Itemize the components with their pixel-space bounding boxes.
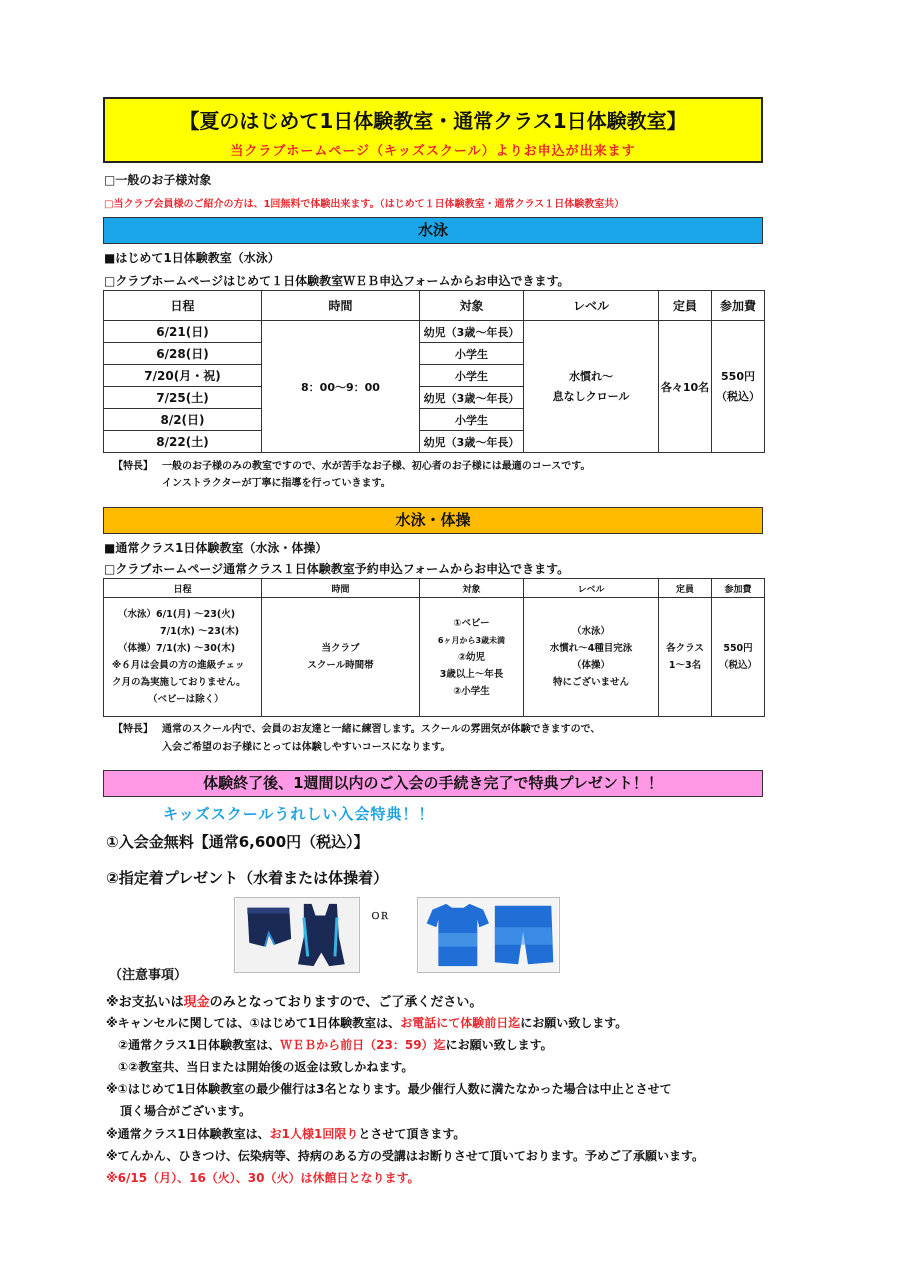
regular-feature-line: 通常のスクール内で、会員のお友達と一緒に練習します。スクールの雰囲気が体験できますので、 (162, 724, 601, 735)
note-closed-days: ※6/15（月）、16（火）、30（火）は休館日となります。 (106, 1171, 420, 1185)
note-text: にお願い致します。 (520, 1016, 628, 1030)
level-line: 特にございません (552, 677, 629, 688)
regular-feature-label: 【特長】 (113, 724, 153, 735)
fee-line: （税込） (716, 389, 760, 403)
fee-line: 550円 (721, 369, 755, 383)
schedule-line: （体操）7/1(水) ～30(木) (118, 643, 236, 654)
header-capacity: 定員 (659, 291, 712, 321)
capacity-line: 1～3名 (668, 660, 702, 671)
row-target: 幼児（3歳～年長） (420, 321, 524, 343)
row-target: 小学生 (420, 343, 524, 365)
regular-heading: ■通常クラス1日体験教室（水泳・体操） (104, 541, 328, 555)
row-target: 小学生 (420, 365, 524, 387)
level-line: 水慣れ～4種目完泳 (549, 643, 633, 654)
row-date: 6/28(日) (104, 343, 262, 365)
level-line: （水泳） (571, 626, 610, 637)
note-text: ②通常クラス1日体験教室は、 (118, 1038, 281, 1052)
header-capacity: 定員 (659, 579, 712, 598)
note-once (106, 1125, 465, 1142)
row-target: 幼児（3歳～年長） (420, 387, 524, 409)
referral-note: □当クラブ会員様のご紹介の方は、1回無料で体験出来ます。（はじめて１日体験教室・通常クラス１日体験教室共） (104, 199, 625, 210)
present-item-1: ①入会金無料【通常6,600円（税込）】 (106, 833, 369, 851)
swim-band: 水泳 (103, 217, 763, 244)
header-time: 時間 (262, 579, 420, 598)
time-cell (262, 598, 420, 717)
header-time: 時間 (262, 291, 420, 321)
note-minimum: ※①はじめて1日体験教室の最少催行は3名となります。最少催行人数に満たなかった場合は中止とさせて (106, 1082, 672, 1096)
note-cancel-2 (118, 1036, 553, 1053)
table-row (104, 321, 765, 343)
present-band: 体験終了後、1週間以内のご入会の手続き完了で特典プレゼント！！ (103, 770, 763, 797)
table-header-row (104, 291, 765, 321)
note-highlight: 現金 (183, 995, 210, 1010)
kids-present-title: キッズスクールうれしい入会特典！！ (163, 805, 435, 823)
note-health: ※てんかん、ひきつけ、伝染病等、持病のある方の受講はお断りさせて頂いております。予めご了承願います。 (106, 1149, 704, 1163)
swim-heading: ■はじめて1日体験教室（水泳） (104, 251, 280, 265)
swim-feature-line: 一般のお子様のみの教室ですので、水が苦手なお子様、初心者のお子様には最適のコースです。 (162, 461, 591, 472)
target-line: 3歳以上～年長 (439, 668, 504, 680)
time-cell: 8：00～9：00 (262, 321, 420, 453)
note-text: のみとなっておりますので、ご了承ください。 (209, 995, 483, 1010)
note-text: とさせて頂きます。 (358, 1127, 466, 1141)
level-line: 水慣れ～ (569, 369, 613, 383)
row-date: 6/21(日) (104, 321, 262, 343)
target-line: ②小学生 (453, 685, 490, 697)
title-box (103, 97, 763, 163)
schedule-cell (104, 598, 262, 717)
table-row (104, 598, 765, 717)
regular-feature-line: 入会ご希望のお子様にとっては体験しやすいコースになります。 (162, 742, 451, 753)
row-target: 小学生 (420, 409, 524, 431)
table-header-row (104, 579, 765, 598)
fee-cell (712, 321, 765, 453)
target-line: ②幼児 (457, 651, 486, 663)
note-highlight: ＷＥＢから前日（23：59）迄 (280, 1038, 446, 1052)
time-line: スクール時間帯 (307, 660, 374, 671)
schedule-line: （ベビーは除く） (148, 694, 224, 705)
swim-feature-label: 【特長】 (113, 461, 153, 472)
level-line: （体操） (571, 660, 610, 671)
page-subtitle: 当クラブホームページ（キッズスクール）よりお申込が出来ます (230, 144, 636, 159)
target-line: 6ヶ月から3歳未満 (437, 635, 506, 645)
target-note: □一般のお子様対象 (104, 173, 212, 187)
swim-apply-note: □クラブホームページはじめて１日体験教室ＷＥＢ申込フォームからお申込できます。 (104, 274, 570, 288)
header-fee: 参加費 (712, 579, 765, 598)
note-text: ※通常クラス1日体験教室は、 (106, 1127, 270, 1141)
row-date: 7/25(土) (104, 387, 262, 409)
header-date: 日程 (104, 579, 262, 598)
header-target: 対象 (420, 291, 524, 321)
header-date: 日程 (104, 291, 262, 321)
schedule-line: ※６月は会員の方の進級チェッ (112, 660, 245, 671)
regular-schedule-table (103, 578, 765, 717)
gymwear-photo (417, 897, 560, 973)
row-date: 7/20(月・祝) (104, 365, 262, 387)
note-minimum-cont: 頂く場合がございます。 (120, 1104, 252, 1118)
level-line: 息なしクロール (552, 389, 630, 403)
note-text: にお願い致します。 (445, 1038, 553, 1052)
notes-heading: （注意事項） (109, 968, 188, 983)
regular-band: 水泳・体操 (103, 507, 763, 534)
fee-line: 550円 (723, 643, 753, 654)
target-cell (420, 598, 524, 717)
header-target: 対象 (420, 579, 524, 598)
note-refund: ①②教室共、当日または開始後の返金は致しかねます。 (118, 1060, 414, 1074)
header-level: レベル (524, 291, 659, 321)
level-cell (524, 598, 659, 717)
capacity-cell (659, 598, 712, 717)
time-line: 当クラブ (321, 643, 360, 654)
swimsuit-photo (234, 897, 360, 973)
capacity-line: 各クラス (666, 643, 704, 654)
schedule-line: ク月の為実施しておりません。 (112, 677, 246, 688)
note-highlight: お電話にて体験前日迄 (400, 1016, 521, 1030)
header-level: レベル (524, 579, 659, 598)
header-fee: 参加費 (712, 291, 765, 321)
schedule-line: （水泳）6/1(月) ～23(火) (118, 609, 236, 620)
regular-apply-note: □クラブホームページ通常クラス１日体験教室予約申込フォームからお申込できます。 (104, 562, 570, 576)
target-line: ①ベビー (453, 617, 490, 629)
level-cell (524, 321, 659, 453)
row-date: 8/22(土) (104, 431, 262, 453)
swim-schedule-table (103, 290, 765, 453)
row-date: 8/2(日) (104, 409, 262, 431)
note-payment (106, 991, 482, 1010)
note-text: ※お支払いは (106, 995, 184, 1010)
fee-cell (712, 598, 765, 717)
swim-feature-line: インストラクターが丁寧に指導を行っていきます。 (162, 478, 391, 489)
note-cancel-1 (106, 1014, 627, 1031)
fee-line: （税込） (718, 660, 757, 671)
present-item-2: ②指定着プレゼント（水着または体操着） (106, 869, 389, 887)
note-highlight: お1人様1回限り (269, 1127, 359, 1141)
capacity-cell: 各々10名 (659, 321, 712, 453)
schedule-line: 7/1(水) ～23(木) (160, 626, 240, 637)
page-title: 【夏のはじめて1日体験教室・通常クラス1日体験教室】 (179, 109, 687, 133)
or-label: ＯＲ (371, 912, 390, 922)
note-text: ※キャンセルに関しては、①はじめて1日体験教室は、 (106, 1016, 401, 1030)
row-target: 幼児（3歳～年長） (420, 431, 524, 453)
